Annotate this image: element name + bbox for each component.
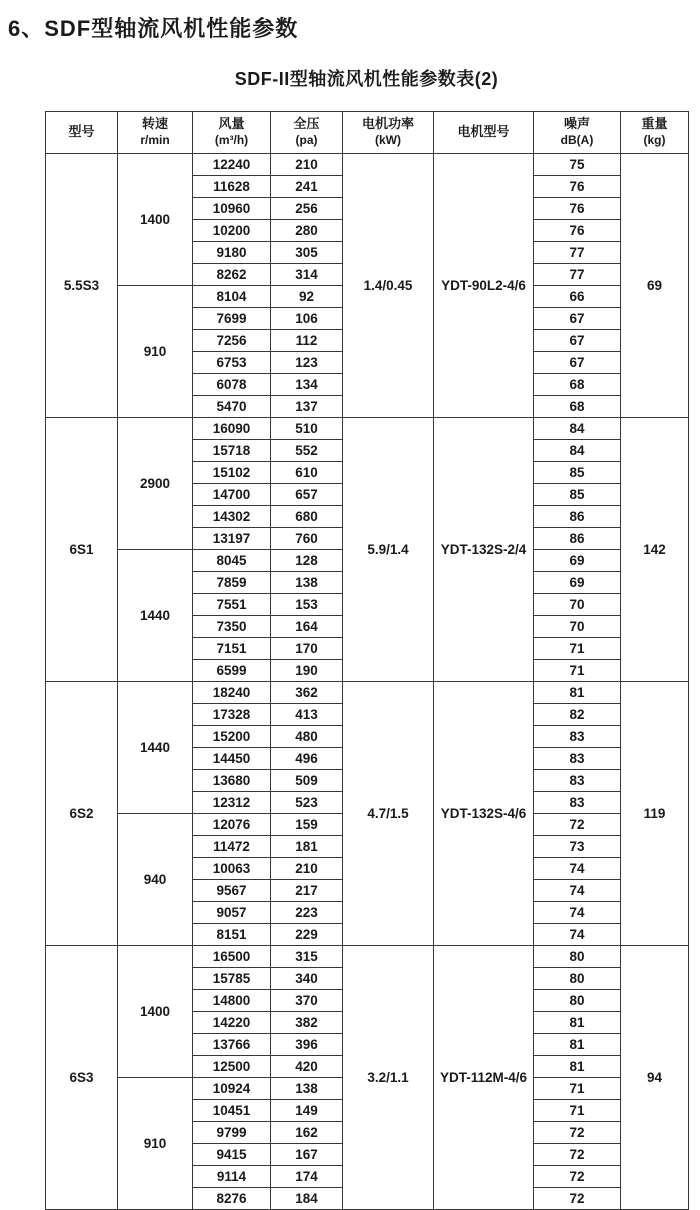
model-cell: 6S2 xyxy=(46,682,118,946)
flow-cell: 7256 xyxy=(193,330,271,352)
noise-cell: 75 xyxy=(534,154,621,176)
flow-cell: 10200 xyxy=(193,220,271,242)
noise-cell: 80 xyxy=(534,990,621,1012)
header-motor-power-sub: (kW) xyxy=(375,133,401,148)
noise-cell: 83 xyxy=(534,748,621,770)
noise-cell: 82 xyxy=(534,704,621,726)
noise-cell: 67 xyxy=(534,330,621,352)
power-cell: 4.7/1.5 xyxy=(343,682,434,946)
model-cell: 6S1 xyxy=(46,418,118,682)
flow-cell: 10924 xyxy=(193,1078,271,1100)
header-weight-label: 重量 xyxy=(641,116,668,132)
pressure-cell: 496 xyxy=(271,748,343,770)
flow-cell: 13766 xyxy=(193,1034,271,1056)
flow-cell: 18240 xyxy=(193,682,271,704)
flow-cell: 8045 xyxy=(193,550,271,572)
noise-cell: 86 xyxy=(534,506,621,528)
pressure-cell: 680 xyxy=(271,506,343,528)
pressure-cell: 181 xyxy=(271,836,343,858)
noise-cell: 68 xyxy=(534,374,621,396)
table-row xyxy=(46,946,689,968)
speed-cell: 1440 xyxy=(118,682,193,814)
table-container xyxy=(45,111,700,1210)
flow-cell: 7350 xyxy=(193,616,271,638)
pressure-cell: 305 xyxy=(271,242,343,264)
noise-cell: 81 xyxy=(534,1034,621,1056)
subtitle-container xyxy=(45,65,688,91)
noise-cell: 67 xyxy=(534,308,621,330)
pressure-cell: 280 xyxy=(271,220,343,242)
pressure-cell: 610 xyxy=(271,462,343,484)
noise-cell: 80 xyxy=(534,968,621,990)
header-row xyxy=(46,112,689,154)
flow-cell: 5470 xyxy=(193,396,271,418)
header-weight xyxy=(621,112,689,154)
noise-cell: 72 xyxy=(534,1188,621,1210)
header-airflow-sub: (m³/h) xyxy=(214,133,249,148)
flow-cell: 14800 xyxy=(193,990,271,1012)
flow-cell: 15785 xyxy=(193,968,271,990)
noise-cell: 67 xyxy=(534,352,621,374)
noise-cell: 70 xyxy=(534,594,621,616)
pressure-cell: 184 xyxy=(271,1188,343,1210)
header-model-label: 型号 xyxy=(68,124,95,140)
speed-cell: 910 xyxy=(118,1078,193,1210)
noise-cell: 73 xyxy=(534,836,621,858)
weight-cell: 142 xyxy=(621,418,689,682)
pressure-cell: 509 xyxy=(271,770,343,792)
noise-cell: 74 xyxy=(534,902,621,924)
noise-cell: 85 xyxy=(534,462,621,484)
noise-cell: 83 xyxy=(534,792,621,814)
pressure-cell: 510 xyxy=(271,418,343,440)
flow-cell: 16500 xyxy=(193,946,271,968)
noise-cell: 72 xyxy=(534,1122,621,1144)
pressure-cell: 552 xyxy=(271,440,343,462)
weight-cell: 119 xyxy=(621,682,689,946)
weight-cell: 69 xyxy=(621,154,689,418)
flow-cell: 10063 xyxy=(193,858,271,880)
header-speed-sub: r/min xyxy=(140,133,170,148)
noise-cell: 71 xyxy=(534,1100,621,1122)
flow-cell: 9567 xyxy=(193,880,271,902)
speed-cell: 1400 xyxy=(118,946,193,1078)
header-noise-label: 噪声 xyxy=(563,116,590,132)
pressure-cell: 396 xyxy=(271,1034,343,1056)
power-cell: 3.2/1.1 xyxy=(343,946,434,1210)
pressure-cell: 159 xyxy=(271,814,343,836)
flow-cell: 9057 xyxy=(193,902,271,924)
model-cell: 5.5S3 xyxy=(46,154,118,418)
noise-cell: 81 xyxy=(534,1012,621,1034)
table-body xyxy=(46,154,689,1210)
flow-cell: 14450 xyxy=(193,748,271,770)
noise-cell: 70 xyxy=(534,616,621,638)
flow-cell: 12312 xyxy=(193,792,271,814)
pressure-cell: 241 xyxy=(271,176,343,198)
pressure-cell: 149 xyxy=(271,1100,343,1122)
flow-cell: 15718 xyxy=(193,440,271,462)
noise-cell: 83 xyxy=(534,726,621,748)
pressure-cell: 370 xyxy=(271,990,343,1012)
flow-cell: 9114 xyxy=(193,1166,271,1188)
flow-cell: 13680 xyxy=(193,770,271,792)
flow-cell: 8151 xyxy=(193,924,271,946)
flow-cell: 17328 xyxy=(193,704,271,726)
table-header xyxy=(46,112,689,154)
pressure-cell: 760 xyxy=(271,528,343,550)
noise-cell: 77 xyxy=(534,242,621,264)
flow-cell: 9180 xyxy=(193,242,271,264)
pressure-cell: 167 xyxy=(271,1144,343,1166)
header-weight-sub: (kg) xyxy=(643,133,666,148)
noise-cell: 72 xyxy=(534,1144,621,1166)
noise-cell: 77 xyxy=(534,264,621,286)
header-speed-label: 转速 xyxy=(141,116,168,132)
flow-cell: 7151 xyxy=(193,638,271,660)
noise-cell: 74 xyxy=(534,924,621,946)
flow-cell: 8104 xyxy=(193,286,271,308)
power-cell: 5.9/1.4 xyxy=(343,418,434,682)
noise-cell: 66 xyxy=(534,286,621,308)
pressure-cell: 382 xyxy=(271,1012,343,1034)
noise-cell: 71 xyxy=(534,638,621,660)
motor-cell: YDT-132S-4/6 xyxy=(434,682,534,946)
flow-cell: 6753 xyxy=(193,352,271,374)
flow-cell: 11472 xyxy=(193,836,271,858)
noise-cell: 69 xyxy=(534,572,621,594)
noise-cell: 81 xyxy=(534,682,621,704)
noise-cell: 71 xyxy=(534,660,621,682)
speed-cell: 1440 xyxy=(118,550,193,682)
noise-cell: 84 xyxy=(534,418,621,440)
noise-cell: 74 xyxy=(534,880,621,902)
noise-cell: 72 xyxy=(534,1166,621,1188)
fan-performance-table xyxy=(45,111,689,1210)
table-row xyxy=(46,418,689,440)
pressure-cell: 229 xyxy=(271,924,343,946)
noise-cell: 76 xyxy=(534,198,621,220)
pressure-cell: 210 xyxy=(271,858,343,880)
header-motor-model xyxy=(434,112,534,154)
pressure-cell: 657 xyxy=(271,484,343,506)
noise-cell: 80 xyxy=(534,946,621,968)
motor-cell: YDT-132S-2/4 xyxy=(434,418,534,682)
flow-cell: 16090 xyxy=(193,418,271,440)
noise-cell: 72 xyxy=(534,814,621,836)
pressure-cell: 153 xyxy=(271,594,343,616)
pressure-cell: 92 xyxy=(271,286,343,308)
pressure-cell: 164 xyxy=(271,616,343,638)
pressure-cell: 190 xyxy=(271,660,343,682)
header-pressure-label: 全压 xyxy=(293,116,320,132)
header-model xyxy=(46,112,118,154)
noise-cell: 84 xyxy=(534,440,621,462)
flow-cell: 9799 xyxy=(193,1122,271,1144)
flow-cell: 6078 xyxy=(193,374,271,396)
flow-cell: 8262 xyxy=(193,264,271,286)
noise-cell: 81 xyxy=(534,1056,621,1078)
weight-cell: 94 xyxy=(621,946,689,1210)
table-subtitle: SDF-II型轴流风机性能参数表(2) xyxy=(234,69,499,89)
pressure-cell: 170 xyxy=(271,638,343,660)
noise-cell: 68 xyxy=(534,396,621,418)
header-airflow xyxy=(193,112,271,154)
flow-cell: 7551 xyxy=(193,594,271,616)
flow-cell: 10451 xyxy=(193,1100,271,1122)
header-airflow-label: 风量 xyxy=(218,116,245,132)
speed-cell: 940 xyxy=(118,814,193,946)
pressure-cell: 123 xyxy=(271,352,343,374)
pressure-cell: 315 xyxy=(271,946,343,968)
table-row xyxy=(46,154,689,176)
pressure-cell: 174 xyxy=(271,1166,343,1188)
noise-cell: 71 xyxy=(534,1078,621,1100)
header-motor-power xyxy=(343,112,434,154)
noise-cell: 86 xyxy=(534,528,621,550)
flow-cell: 7859 xyxy=(193,572,271,594)
noise-cell: 76 xyxy=(534,220,621,242)
flow-cell: 13197 xyxy=(193,528,271,550)
pressure-cell: 223 xyxy=(271,902,343,924)
flow-cell: 14302 xyxy=(193,506,271,528)
pressure-cell: 314 xyxy=(271,264,343,286)
model-cell: 6S3 xyxy=(46,946,118,1210)
speed-cell: 910 xyxy=(118,286,193,418)
pressure-cell: 340 xyxy=(271,968,343,990)
pressure-cell: 420 xyxy=(271,1056,343,1078)
pressure-cell: 217 xyxy=(271,880,343,902)
pressure-cell: 256 xyxy=(271,198,343,220)
pressure-cell: 210 xyxy=(271,154,343,176)
pressure-cell: 480 xyxy=(271,726,343,748)
noise-cell: 85 xyxy=(534,484,621,506)
pressure-cell: 138 xyxy=(271,572,343,594)
noise-cell: 83 xyxy=(534,770,621,792)
speed-cell: 1400 xyxy=(118,154,193,286)
page-title: 6、SDF型轴流风机性能参数 xyxy=(8,16,299,41)
header-pressure-sub: (pa) xyxy=(295,133,318,148)
motor-cell: YDT-112M-4/6 xyxy=(434,946,534,1210)
flow-cell: 9415 xyxy=(193,1144,271,1166)
pressure-cell: 138 xyxy=(271,1078,343,1100)
header-speed xyxy=(118,112,193,154)
pressure-cell: 137 xyxy=(271,396,343,418)
pressure-cell: 162 xyxy=(271,1122,343,1144)
noise-cell: 74 xyxy=(534,858,621,880)
flow-cell: 11628 xyxy=(193,176,271,198)
pressure-cell: 413 xyxy=(271,704,343,726)
pressure-cell: 134 xyxy=(271,374,343,396)
header-motor-power-label: 电机功率 xyxy=(361,116,414,132)
flow-cell: 12240 xyxy=(193,154,271,176)
header-pressure xyxy=(271,112,343,154)
header-noise-sub: dB(A) xyxy=(560,133,594,148)
pressure-cell: 362 xyxy=(271,682,343,704)
flow-cell: 14220 xyxy=(193,1012,271,1034)
power-cell: 1.4/0.45 xyxy=(343,154,434,418)
pressure-cell: 112 xyxy=(271,330,343,352)
flow-cell: 15102 xyxy=(193,462,271,484)
motor-cell: YDT-90L2-4/6 xyxy=(434,154,534,418)
flow-cell: 15200 xyxy=(193,726,271,748)
flow-cell: 8276 xyxy=(193,1188,271,1210)
flow-cell: 12076 xyxy=(193,814,271,836)
noise-cell: 76 xyxy=(534,176,621,198)
flow-cell: 12500 xyxy=(193,1056,271,1078)
flow-cell: 10960 xyxy=(193,198,271,220)
flow-cell: 7699 xyxy=(193,308,271,330)
header-noise xyxy=(534,112,621,154)
speed-cell: 2900 xyxy=(118,418,193,550)
pressure-cell: 128 xyxy=(271,550,343,572)
pressure-cell: 523 xyxy=(271,792,343,814)
header-motor-model-label: 电机型号 xyxy=(457,124,510,140)
flow-cell: 14700 xyxy=(193,484,271,506)
flow-cell: 6599 xyxy=(193,660,271,682)
table-row xyxy=(46,682,689,704)
noise-cell: 69 xyxy=(534,550,621,572)
pressure-cell: 106 xyxy=(271,308,343,330)
